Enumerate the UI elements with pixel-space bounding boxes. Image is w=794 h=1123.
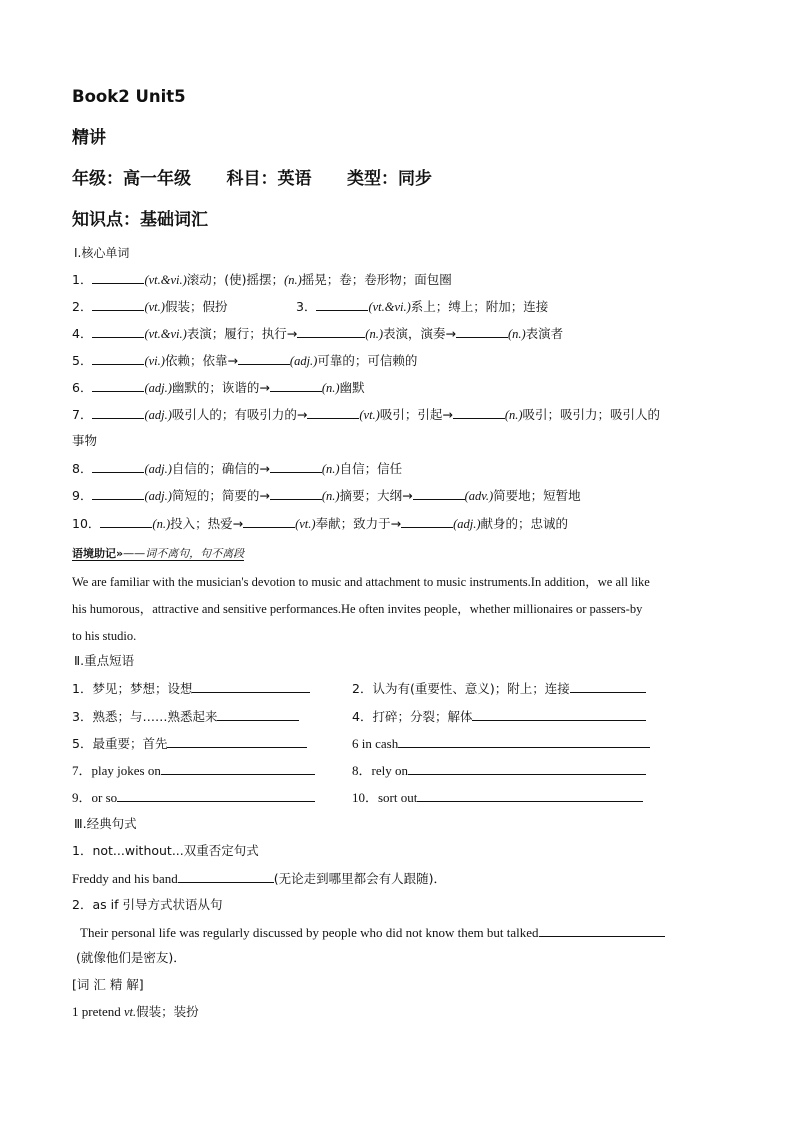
knowledge-point: 知识点：基础词汇: [72, 210, 208, 230]
vocab-item: 1． (vt.&vi.)滚动；(使)摇摆；(n.)摇晃；卷；卷形物；面包圈: [72, 272, 452, 287]
phrase-item: 10．sort out: [352, 789, 643, 806]
memory-note-line: to his studio.: [72, 629, 137, 643]
doc-title: Book2 Unit5: [72, 87, 186, 106]
vocab-item: 10． (n.)投入；热爱→ (vt.)奉献；致力于→ (adj.)献身的；忠诚的: [72, 516, 569, 531]
section-heading-core-words: Ⅰ.核心单词: [74, 246, 130, 260]
vocab-item: 2． (vt.)假装；假扮: [72, 299, 228, 314]
vocab-explanation-item: 1 pretend vt.假装；装扮: [72, 1004, 199, 1019]
doc-subtitle: 精讲: [72, 128, 106, 148]
vocab-item: 5． (vi.)依赖；依靠→ (adj.)可靠的；可信赖的: [72, 353, 418, 368]
phrase-item: 3．熟悉；与……熟悉起来: [72, 708, 299, 725]
vocab-item: 9． (adj.)简短的；简要的→ (n.)摘要；大纲→ (adv.)简要地；短暂地: [72, 488, 581, 503]
phrase-item: 2．认为有(重要性、意义)；附上；连接: [352, 680, 646, 697]
pattern-example: Freddy and his band (无论走到哪里都会有人跟随)．: [72, 871, 447, 886]
section-heading-sentence-patterns: Ⅲ.经典句式: [74, 816, 137, 831]
phrase-item: 1．梦见；梦想；设想: [72, 680, 310, 697]
vocab-item: 6． (adj.)幽默的；诙谐的→ (n.)幽默: [72, 380, 365, 395]
memory-note-line: his humorous，attractive and sensitive performances.He often invites people，whether millionaires or passers-by: [72, 602, 643, 616]
pattern-example-continuation: (就像他们是密友)．: [76, 950, 186, 965]
phrase-item: 7．play jokes on: [72, 762, 315, 779]
vocab-item-continuation: 事物: [72, 433, 98, 448]
phrase-item: 9．or so: [72, 789, 315, 806]
section-heading-key-phrases: Ⅱ.重点短语: [74, 653, 135, 668]
phrase-item: 5．最重要；首先: [72, 735, 307, 752]
phrase-item: 8．rely on: [352, 762, 646, 779]
meta-line: 年级：高一年级 科目：英语 类型：同步: [72, 169, 433, 189]
memory-note-line: We are familiar with the musician's devotion to music and attachment to music instruments.In addition，we all like: [72, 575, 650, 589]
phrase-item: 4．打碎；分裂；解体: [352, 708, 646, 725]
pattern-title: 2．as if 引导方式状语从句: [72, 897, 223, 912]
memory-note-subtitle: ——词不离句，句不离段: [123, 547, 245, 560]
phrase-item: 6 in cash: [352, 735, 650, 752]
pattern-title: 1．not...without...双重否定句式: [72, 843, 259, 858]
pattern-example: Their personal life was regularly discussed by people who did not know them but talked: [80, 924, 665, 941]
memory-note-header: [72, 545, 244, 562]
vocab-item: 8． (adj.)自信的；确信的→ (n.)自信；信任: [72, 461, 403, 476]
memory-note-title: 语境助记»: [72, 547, 124, 560]
section-heading-vocab-explanation: [词 汇 精 解]: [72, 977, 144, 992]
vocab-item: 4． (vt.&vi.)表演；履行；执行→ (n.)表演，演奏→ (n.)表演者: [72, 326, 564, 341]
vocab-item: 7． (adj.)吸引人的；有吸引力的→ (vt.)吸引；引起→ (n.)吸引；吸引力；吸引人的: [72, 407, 661, 422]
vocab-item: 3． (vt.&vi.)系上；缚上；附加；连接: [296, 299, 549, 314]
